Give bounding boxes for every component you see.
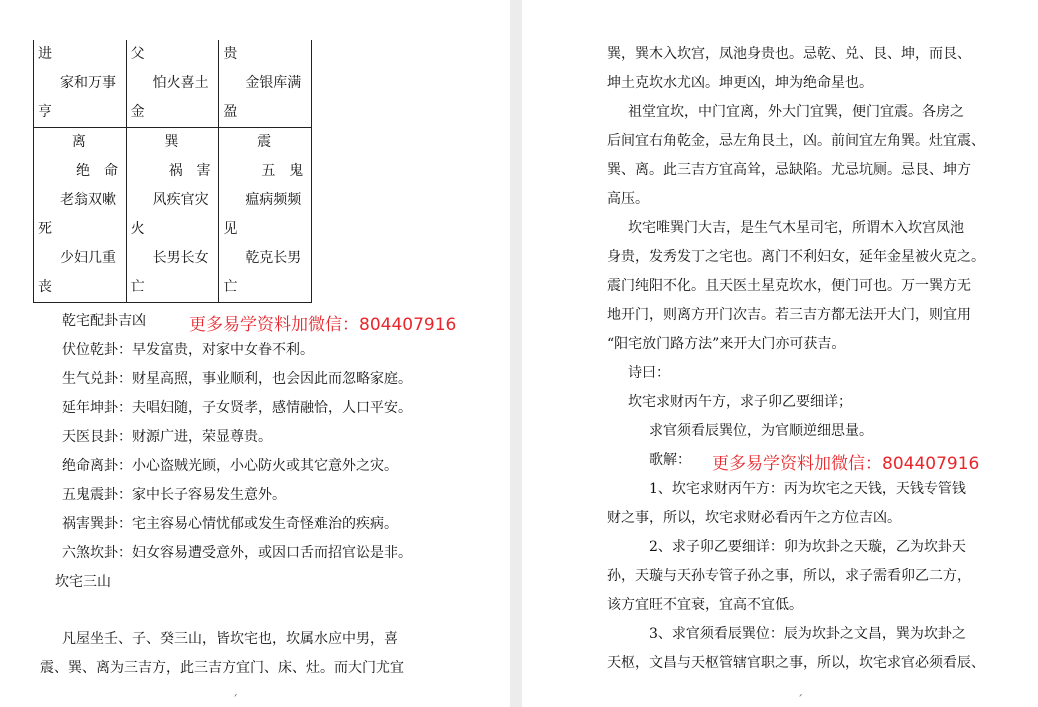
paragraph-line: 天枢，文昌与天枢管辖官职之事，所以，坎宅求官必须看辰、 xyxy=(607,655,985,671)
cell-line: 绝 命 xyxy=(76,163,118,179)
paragraph-line: 后间宜右角乾金，忌左角艮土，凶。前间宜左角巽。灶宜震、 xyxy=(607,133,985,149)
cell-line: 风疾官灾 xyxy=(152,192,209,208)
cell-line: 火 xyxy=(130,221,145,237)
cell-line: 老翁双嗽 xyxy=(60,192,116,208)
cell-line: 少妇几重 xyxy=(60,250,116,266)
cell-line: 见 xyxy=(223,221,238,237)
cell-line: 巽 xyxy=(164,134,179,150)
poem-line: 求官须看辰巽位，为官顺逆细思量。 xyxy=(649,423,873,439)
paragraph-line: 地开门，则离方开门次吉。若三吉方都无法开大门，则宜用 xyxy=(607,307,971,323)
trigram-table xyxy=(33,40,312,303)
watermark-text: 更多易学资料加微信：804407916 xyxy=(189,315,457,335)
cell-line: 亡 xyxy=(223,279,238,295)
table-cell xyxy=(126,128,219,303)
paragraph-line: 3、求官须看辰巽位：辰为坎卦之文昌，巽为坎卦之 xyxy=(649,626,966,642)
paragraph-line: 该方宜旺不宜衰，宜高不宜低。 xyxy=(607,597,803,613)
cell-line: 五 鬼 xyxy=(261,163,304,179)
paragraph-line: 五鬼震卦：家中长子容易发生意外。 xyxy=(62,487,286,503)
cell-line: 震 xyxy=(257,134,272,150)
paragraph-line: 祖堂宜坎，中门宜离，外大门宜巽，便门宜震。各房之 xyxy=(628,104,964,120)
page-gutter xyxy=(510,0,522,707)
watermark-text: 更多易学资料加微信：804407916 xyxy=(712,454,980,474)
left-page xyxy=(0,0,510,707)
paragraph-line: 天医艮卦：财源广进，荣显尊贵。 xyxy=(62,429,272,445)
cell-line: 丧 xyxy=(38,279,52,295)
paragraph-line: 延年坤卦：夫唱妇随，子女贤孝，感情融恰，人口平安。 xyxy=(62,400,412,416)
section-heading: 坎宅三山 xyxy=(55,574,111,590)
paragraph-line: 绝命离卦：小心盗贼光顾，小心防火或其它意外之灾。 xyxy=(62,458,398,474)
poem-line: 坎宅求财丙午方，求子卯乙要细详； xyxy=(628,394,852,410)
section-heading: 乾宅配卦吉凶 xyxy=(62,313,146,329)
cell-line: 离 xyxy=(71,134,86,150)
paragraph-line: 巽、离。此三吉方宜高耸，忌缺陷。尤忌坑厕。忌艮、坤方 xyxy=(607,162,971,178)
cell-line: 祸 害 xyxy=(168,163,211,179)
paragraph-line: 伏位乾卦：早发富贵，对家中女眷不利。 xyxy=(62,342,314,358)
paragraph-line: 凡屋坐壬、子、癸三山，皆坎宅也，坎属水应中男，喜 xyxy=(62,631,398,647)
table-cell xyxy=(126,40,219,128)
table-cell xyxy=(34,128,127,303)
cell-line: 瘟病频频 xyxy=(245,192,302,208)
table-cell xyxy=(34,40,127,128)
cell-line: 贵 xyxy=(223,46,238,62)
table-row xyxy=(34,40,312,128)
cell-line: 进 xyxy=(38,46,52,62)
cell-line: 盈 xyxy=(223,104,238,120)
paragraph-line: 祸害巽卦：宅主容易心情忧郁或发生奇怪难治的疾病。 xyxy=(62,516,398,532)
paragraph-line: 2、求子卯乙要细详：卯为坎卦之天璇，乙为坎卦天 xyxy=(649,539,966,555)
poem-heading: 诗曰： xyxy=(628,365,670,381)
paragraph-line: 巽，巽木入坎宫，凤池身贵也。忌乾、兑、艮、坤，而艮、 xyxy=(607,46,971,62)
section-heading: 歌解： xyxy=(649,452,691,468)
paragraph-line: 1、坎宅求财丙午方：丙为坎宅之天钱，天钱专管钱 xyxy=(649,481,966,497)
cell-line: 家和万事 xyxy=(60,75,116,91)
cell-line: 乾克长男 xyxy=(245,250,302,266)
paragraph-line: 坤土克坎水尤凶。坤更凶，坤为绝命星也。 xyxy=(607,75,873,91)
paragraph-line: 孙，天璇与天孙专管子孙之事，所以，求子需看卯乙二方， xyxy=(607,568,971,584)
cell-line: 怕火喜土 xyxy=(152,75,209,91)
cell-line: 亨 xyxy=(38,104,52,120)
paragraph-line: “阳宅放门路方法”来开大门亦可获吉。 xyxy=(607,336,846,352)
table-row xyxy=(34,128,312,303)
page-number-mark: ˊ xyxy=(797,693,803,707)
cell-line: 长男长女 xyxy=(152,250,209,266)
paragraph-line: 坎宅唯巽门大吉，是生气木星司宅，所谓木入坎宫凤池 xyxy=(628,220,964,236)
cell-line: 父 xyxy=(130,46,145,62)
page-number-mark: ˊ xyxy=(232,693,238,707)
paragraph-line: 高压。 xyxy=(607,191,649,207)
paragraph-line: 震、巽、离为三吉方，此三吉方宜门、床、灶。而大门尤宜 xyxy=(40,660,404,676)
cell-line: 金 xyxy=(130,104,145,120)
cell-line: 死 xyxy=(38,221,52,237)
paragraph-line: 生气兑卦：财星高照，事业顺利，也会因此而忽略家庭。 xyxy=(62,371,412,387)
paragraph-line: 震门纯阳不化。且天医土星克坎水，便门可也。万一巽方无 xyxy=(607,278,971,294)
cell-line: 金银库满 xyxy=(245,75,302,91)
right-page xyxy=(522,0,1038,707)
paragraph-line: 六煞坎卦：妇女容易遭受意外，或因口舌而招官讼是非。 xyxy=(62,545,412,561)
table-cell xyxy=(219,40,312,128)
table-cell xyxy=(219,128,312,303)
cell-line: 亡 xyxy=(130,279,145,295)
paragraph-line: 财之事，所以，坎宅求财必看丙午之方位吉凶。 xyxy=(607,510,901,526)
paragraph-line: 身贵，发秀发丁之宅也。离门不利妇女，延年金星被火克之。 xyxy=(607,249,985,265)
